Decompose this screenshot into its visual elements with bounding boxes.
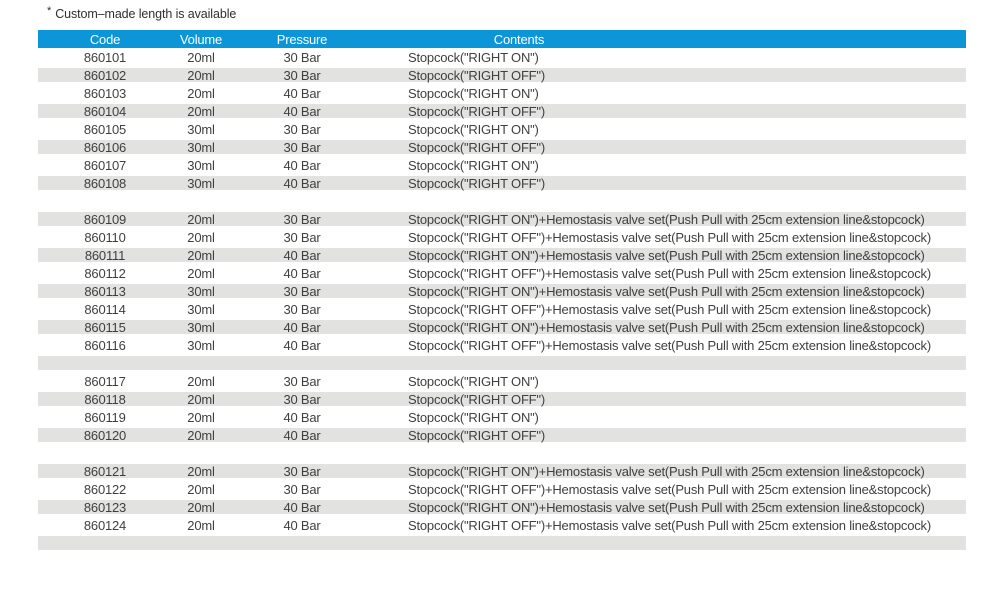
cell-pressure: 30 Bar bbox=[283, 391, 321, 407]
cell-contents: Stopcock("RIGHT OFF")+Hemostasis valve set(Push Pull with 25cm extension line&stopcock) bbox=[408, 301, 931, 317]
cell-code: 860107 bbox=[83, 157, 127, 173]
table-row bbox=[38, 120, 966, 138]
cell-volume: 20ml bbox=[187, 211, 215, 227]
cell-volume: 20ml bbox=[187, 103, 215, 119]
cell-contents: Stopcock("RIGHT ON")+Hemostasis valve set(Push Pull with 25cm extension line&stopcock) bbox=[408, 211, 925, 227]
cell-code: 860111 bbox=[84, 247, 126, 263]
cell-code: 860101 bbox=[83, 49, 127, 65]
table-row bbox=[38, 102, 966, 120]
cell-code: 860118 bbox=[84, 391, 126, 407]
cell-contents: Stopcock("RIGHT OFF")+Hemostasis valve set(Push Pull with 25cm extension line&stopcock) bbox=[408, 517, 931, 533]
header-contents-label: Contents bbox=[493, 31, 545, 47]
cell-code: 860120 bbox=[83, 427, 127, 443]
asterisk-mark: * bbox=[47, 5, 52, 17]
cell-volume: 20ml bbox=[187, 265, 215, 281]
header-volume: Volume bbox=[179, 31, 223, 47]
note-text: Custom–made length is available bbox=[55, 7, 237, 21]
table-row bbox=[38, 66, 966, 84]
table-row bbox=[38, 408, 966, 426]
cell-code: 860110 bbox=[84, 229, 126, 245]
table-row bbox=[38, 516, 966, 534]
cell-volume: 30ml bbox=[187, 283, 215, 299]
cell-pressure: 30 Bar bbox=[283, 373, 321, 389]
cell-pressure: 30 Bar bbox=[283, 301, 321, 317]
header-pressure: Pressure bbox=[276, 31, 328, 47]
cell-contents: Stopcock("RIGHT ON") bbox=[408, 121, 539, 137]
cell-code: 860119 bbox=[84, 409, 126, 425]
cell-code: 860105 bbox=[83, 121, 127, 137]
header-code: Code bbox=[89, 31, 121, 47]
table-row bbox=[38, 462, 966, 480]
cell-volume: 20ml bbox=[187, 391, 215, 407]
table-row bbox=[38, 498, 966, 516]
table-row bbox=[38, 174, 966, 192]
cell-pressure: 40 Bar bbox=[283, 409, 321, 425]
cell-code: 860108 bbox=[83, 175, 127, 191]
cell-code: 860115 bbox=[84, 319, 126, 335]
table-row bbox=[38, 480, 966, 498]
table-row bbox=[38, 246, 966, 264]
table-row bbox=[38, 210, 966, 228]
cell-volume: 20ml bbox=[187, 481, 215, 497]
table-row bbox=[38, 390, 966, 408]
cell-volume: 20ml bbox=[187, 517, 215, 533]
cell-pressure: 40 Bar bbox=[283, 247, 321, 263]
cell-contents: Stopcock("RIGHT OFF")+Hemostasis valve set(Push Pull with 25cm extension line&stopcock) bbox=[408, 265, 931, 281]
table-body bbox=[38, 48, 966, 552]
cell-code: 860103 bbox=[83, 85, 127, 101]
section-divider-shaded bbox=[38, 354, 966, 372]
cell-contents: Stopcock("RIGHT ON") bbox=[408, 409, 539, 425]
cell-contents: Stopcock("RIGHT ON") bbox=[408, 157, 539, 173]
cell-pressure: 30 Bar bbox=[283, 481, 321, 497]
cell-code: 860109 bbox=[83, 211, 127, 227]
cell-pressure: 30 Bar bbox=[283, 283, 321, 299]
cell-contents: Stopcock("RIGHT OFF") bbox=[408, 175, 545, 191]
cell-volume: 30ml bbox=[187, 175, 215, 191]
cell-pressure: 40 Bar bbox=[283, 427, 321, 443]
cell-contents: Stopcock("RIGHT OFF") bbox=[408, 103, 545, 119]
table-header-row bbox=[38, 30, 966, 48]
cell-code: 860112 bbox=[84, 265, 126, 281]
section-divider-shaded bbox=[38, 534, 966, 552]
section-divider-blank bbox=[38, 444, 966, 462]
table-row bbox=[38, 264, 966, 282]
cell-contents: Stopcock("RIGHT OFF")+Hemostasis valve set(Push Pull with 25cm extension line&stopcock) bbox=[408, 229, 931, 245]
cell-contents: Stopcock("RIGHT ON") bbox=[408, 373, 539, 389]
cell-code: 860116 bbox=[84, 337, 126, 353]
cell-pressure: 30 Bar bbox=[283, 139, 321, 155]
cell-pressure: 30 Bar bbox=[283, 49, 321, 65]
cell-contents: Stopcock("RIGHT ON") bbox=[408, 85, 539, 101]
cell-pressure: 40 Bar bbox=[283, 85, 321, 101]
cell-pressure: 40 Bar bbox=[283, 265, 321, 281]
table-row bbox=[38, 84, 966, 102]
cell-contents: Stopcock("RIGHT ON")+Hemostasis valve set(Push Pull with 25cm extension line&stopcock) bbox=[408, 463, 925, 479]
cell-code: 860102 bbox=[83, 67, 127, 83]
cell-contents: Stopcock("RIGHT ON")+Hemostasis valve set(Push Pull with 25cm extension line&stopcock) bbox=[408, 499, 925, 515]
cell-code: 860122 bbox=[83, 481, 127, 497]
table-row bbox=[38, 336, 966, 354]
cell-contents: Stopcock("RIGHT OFF")+Hemostasis valve set(Push Pull with 25cm extension line&stopcock) bbox=[408, 337, 931, 353]
cell-contents: Stopcock("RIGHT OFF") bbox=[408, 427, 545, 443]
cell-pressure: 40 Bar bbox=[283, 157, 321, 173]
cell-contents: Stopcock("RIGHT ON")+Hemostasis valve set(Push Pull with 25cm extension line&stopcock) bbox=[408, 283, 925, 299]
cell-volume: 20ml bbox=[187, 463, 215, 479]
cell-volume: 20ml bbox=[187, 373, 215, 389]
cell-volume: 20ml bbox=[187, 247, 215, 263]
cell-volume: 20ml bbox=[187, 409, 215, 425]
table-row bbox=[38, 228, 966, 246]
cell-pressure: 30 Bar bbox=[283, 67, 321, 83]
cell-contents: Stopcock("RIGHT OFF") bbox=[408, 67, 545, 83]
cell-volume: 20ml bbox=[187, 499, 215, 515]
cell-pressure: 30 Bar bbox=[283, 463, 321, 479]
cell-code: 860106 bbox=[83, 139, 127, 155]
cell-volume: 30ml bbox=[187, 157, 215, 173]
table-row bbox=[38, 300, 966, 318]
cell-volume: 20ml bbox=[187, 49, 215, 65]
cell-pressure: 30 Bar bbox=[283, 211, 321, 227]
cell-volume: 20ml bbox=[187, 85, 215, 101]
cell-volume: 20ml bbox=[187, 427, 215, 443]
cell-code: 860121 bbox=[83, 463, 127, 479]
product-spec-table bbox=[38, 30, 966, 552]
table-row bbox=[38, 426, 966, 444]
cell-pressure: 40 Bar bbox=[283, 499, 321, 515]
table-row bbox=[38, 372, 966, 390]
cell-contents: Stopcock("RIGHT ON")+Hemostasis valve set(Push Pull with 25cm extension line&stopcock) bbox=[408, 247, 925, 263]
table-row bbox=[38, 282, 966, 300]
header-contents bbox=[374, 32, 966, 47]
table-row bbox=[38, 318, 966, 336]
cell-code: 860113 bbox=[84, 283, 126, 299]
cell-pressure: 40 Bar bbox=[283, 517, 321, 533]
cell-volume: 20ml bbox=[187, 67, 215, 83]
cell-volume: 30ml bbox=[187, 319, 215, 335]
cell-volume: 30ml bbox=[187, 121, 215, 137]
custom-length-note bbox=[47, 5, 236, 21]
cell-code: 860123 bbox=[83, 499, 127, 515]
cell-code: 860104 bbox=[83, 103, 127, 119]
cell-contents: Stopcock("RIGHT OFF") bbox=[408, 391, 545, 407]
table-row bbox=[38, 156, 966, 174]
section-divider-blank bbox=[38, 192, 966, 210]
cell-pressure: 40 Bar bbox=[283, 337, 321, 353]
cell-volume: 30ml bbox=[187, 337, 215, 353]
cell-pressure: 30 Bar bbox=[283, 229, 321, 245]
cell-code: 860114 bbox=[84, 301, 126, 317]
cell-pressure: 40 Bar bbox=[283, 175, 321, 191]
cell-contents: Stopcock("RIGHT ON") bbox=[408, 49, 539, 65]
cell-pressure: 40 Bar bbox=[283, 103, 321, 119]
cell-volume: 20ml bbox=[187, 229, 215, 245]
cell-contents: Stopcock("RIGHT OFF")+Hemostasis valve set(Push Pull with 25cm extension line&stopcock) bbox=[408, 481, 931, 497]
cell-code: 860117 bbox=[84, 373, 126, 389]
cell-contents: Stopcock("RIGHT ON")+Hemostasis valve set(Push Pull with 25cm extension line&stopcock) bbox=[408, 319, 925, 335]
cell-code: 860124 bbox=[83, 517, 127, 533]
cell-pressure: 40 Bar bbox=[283, 319, 321, 335]
cell-pressure: 30 Bar bbox=[283, 121, 321, 137]
table-row bbox=[38, 138, 966, 156]
table-row bbox=[38, 48, 966, 66]
cell-volume: 30ml bbox=[187, 301, 215, 317]
cell-contents: Stopcock("RIGHT OFF") bbox=[408, 139, 545, 155]
cell-volume: 30ml bbox=[187, 139, 215, 155]
